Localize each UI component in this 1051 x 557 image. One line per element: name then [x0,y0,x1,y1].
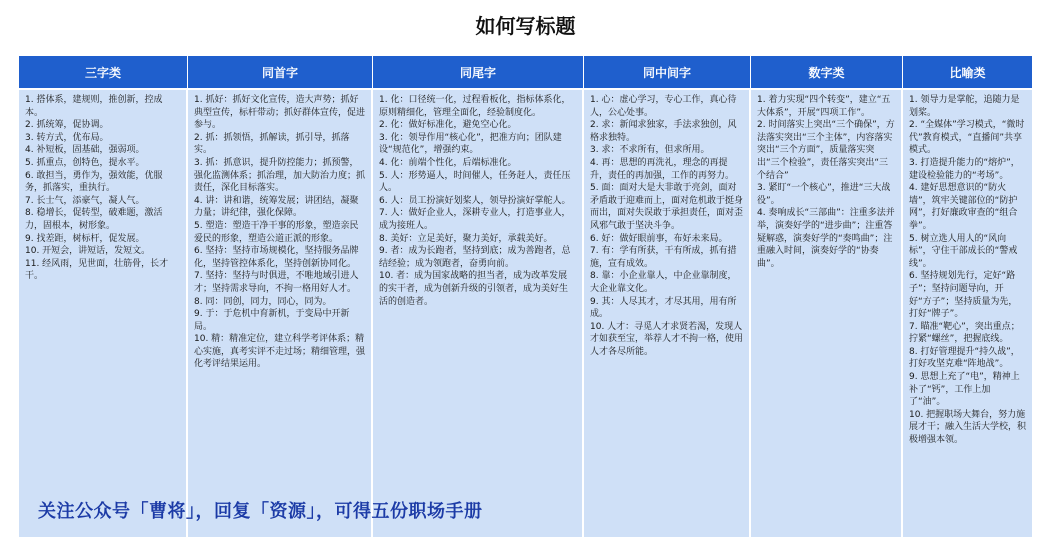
list-item: 4. 再：思想的再洗礼，理念的再提升，责任的再加强，工作的再努力。 [590,157,735,181]
list-item: 3. 打造提升能力的“熔炉”，建设检验能力的“考场”。 [909,157,1020,181]
column-header: 同首字 [188,56,372,90]
list-item: 5. 面：面对大是大非敢于亮剑，面对矛盾敢于迎难而上，面对危机敢于挺身而出，面对失误敢于承担责任，面对歪风邪气敢于坚决斗争。 [590,183,744,231]
column-same-middle-char [583,56,750,537]
list-item: 5. 人：形势逼人，时间催人，任务赶人，责任压人。 [379,170,571,194]
list-item: 8. 同：同创，同力，同心，同为。 [194,296,332,307]
list-item: 5. 树立选人用人的“风向标”，守住干部成长的“警戒线”。 [909,233,1018,269]
list-item: 3. 化：领导作用“核心化”，把准方向；团队建设“规范化”，增强约束。 [379,132,562,156]
list-item: 6. 好：做好眼前事，布好未来局。 [590,233,728,244]
list-item: 2. 抓：抓领悟，抓解读，抓引导，抓落实。 [194,132,350,156]
list-item: 4. 讲：讲和谐，统筹发展；讲团结，凝聚力量；讲纪律，强化保障。 [194,195,359,219]
list-item: 10. 把握职场大舞台，努力施展才干；融入生活大学校，积极增强本领。 [909,409,1027,446]
list-item: 7. 人：做好企业人，深耕专业人，打造事业人，成为接班人。 [379,208,571,231]
list-item: 3. 紧盯“一个核心”，推进“三大战役”。 [757,183,891,206]
list-item: 9. 于：于危机中育新机，于变局中开新局。 [194,309,350,332]
title-methods-table [19,56,1032,537]
column-body [584,90,750,537]
column-header: 同中间字 [584,56,750,90]
list-item: 11. 经风雨，见世面，壮筋骨，长才干。 [25,258,169,282]
list-item: 10. 精：精准定位，建立科学考评体系；精心实施，真考实评不走过场；精细管理，强化考评结果运用。 [194,334,366,370]
list-item: 6. 敢担当，勇作为，强效能，优服务，抓落实，重执行。 [25,170,163,194]
list-item: 1. 心：虚心学习，专心工作，真心待人，公心处事。 [590,95,737,118]
list-item: 1. 着力实现“四个转变”，建立“五大体系”，开展“四项工作”。 [757,95,891,118]
column-header: 比喻类 [903,56,1032,90]
list-item: 9. 思想上充了“电”，精神上补了“钙”，工作上加了“油”。 [909,372,1020,408]
list-item: 9. 其：人尽其才，才尽其用，用有所成。 [590,296,737,320]
list-item: 7. 有：学有所获，干有所成，抓有措施，宣有成效。 [590,246,737,269]
column-metaphor [902,56,1032,537]
list-item: 2. 求：新闻求独家，手法求独创，风格求独特。 [590,120,737,143]
column-same-last-char [372,56,583,537]
list-item: 1. 化：口径统一化，过程看板化，指标体系化，原则精细化，管理全面化，经验制度化。 [379,95,571,118]
column-body [751,90,902,537]
column-body [19,90,187,537]
list-item: 4. 化：前端个性化，后端标准化。 [379,157,517,168]
list-item: 6. 人：员工扮演好划桨人，领导扮演好掌舵人。 [379,195,571,206]
list-item: 10. 者：成为国家战略的担当者，成为改革发展的实干者，成为创新升级的引领者，成为美好生活的创造者。 [379,271,569,307]
list-item: 8. 靠：小企业靠人，中企业靠制度，大企业靠文化。 [590,271,737,294]
list-item: 2. 化：做好标准化，避免空心化。 [379,120,517,131]
list-item: 5. 塑造：塑造干净干事的形象，塑造亲民爱民的形象，塑造公道正派的形象。 [194,220,359,244]
column-header: 三字类 [19,56,187,90]
column-three-char [19,56,187,537]
list-item: 8. 打好管理提升“持久战”，打好攻坚克难“阵地战”。 [909,346,1020,370]
list-item: 7. 长士气，添豪气，凝人气。 [25,195,145,206]
list-item: 6. 坚持规划先行，定好“路子”；坚持问题导向，开好“方子”；坚持质量为先，打好“牌子”。 [909,271,1018,320]
list-item: 10. 开短会，讲短话，发短文。 [25,246,151,257]
list-item: 3. 抓：抓意识，提升防控能力；抓预警，强化监测体系；抓治理，加大防治力度；抓责任，深化目标落实。 [194,157,366,194]
column-header: 数字类 [751,56,902,90]
column-same-first-char [187,56,372,537]
list-item: 8. 美好：立足美好，聚力美好，承载美好。 [379,233,553,244]
column-header: 同尾字 [373,56,583,90]
list-item: 7. 瞄准“靶心”，突出重点；拧紧“螺丝”，把握底线。 [909,321,1020,345]
list-item: 2. “全媒体”学习模式，“微时代”教育模式，“直播间”共享模式。 [909,120,1025,156]
page-title: 如何写标题 [475,14,576,38]
list-item: 5. 抓重点，创特色，提水平。 [25,157,145,168]
list-item: 1. 搭体系，建规则，推创新，控成本。 [25,95,163,118]
footer-promo-text: 关注公众号「曹将」，回复「资源」，可得五份职场手册 [38,501,483,522]
list-item: 2. 时间落实上突出“三个确保”，方法落实突出“三个主体”，内容落实突出“三个方面”，质量落实突出“三个检验”，责任落实突出“三个结合” [757,120,895,181]
list-item: 4. 建好思想意识的“防火墙”，筑牢关键部位的“防护网”，打好廉政审查的“组合拳”。 [909,183,1018,231]
column-body [903,90,1032,537]
list-item: 3. 求：不求所有，但求所用。 [590,145,710,156]
list-item: 7. 坚持：坚持与时俱进，不唯地域引进人才；坚持需求导向，不拘一格用好人才。 [194,271,359,294]
list-item: 8. 稳增长，促转型，破难题，激活力，固根本，树形象。 [25,208,163,231]
list-item: 1. 抓好：抓好文化宣传，造大声势；抓好典型宣传，标杆带动；抓好群体宣传，促进参与。 [194,95,366,131]
list-item: 4. 奏响成长“三部曲”：注重多法并举，演奏好学的“进步曲”；注重答疑解惑，演奏好学的“奏鸣曲”；注重融入时间，演奏好学的“协奏曲”。 [757,208,895,269]
list-item: 3. 转方式，优布局。 [25,132,109,143]
list-item: 1. 领导力是掌舵，追随力是划桨。 [909,95,1020,118]
column-number [750,56,902,537]
list-item: 2. 抓统筹，促协调。 [25,120,109,131]
list-item: 6. 坚持：坚持市场规模化，坚持服务品牌化，坚持管控体系化，坚持创新协同化。 [194,246,359,269]
column-body [373,90,583,537]
list-item: 10. 人才：寻觅人才求贤若渴，发现人才如获至宝，举荐人才不拘一格，使用人才各尽所能。 [590,321,744,357]
list-item: 4. 补短板，固基础，强弱项。 [25,145,145,156]
list-item: 9. 者：成为长跑者，坚持到底；成为善跑者，总结经验；成为领跑者，奋勇向前。 [379,246,571,269]
column-body [188,90,372,537]
list-item: 9. 找差距，树标杆，促发展。 [25,233,145,244]
